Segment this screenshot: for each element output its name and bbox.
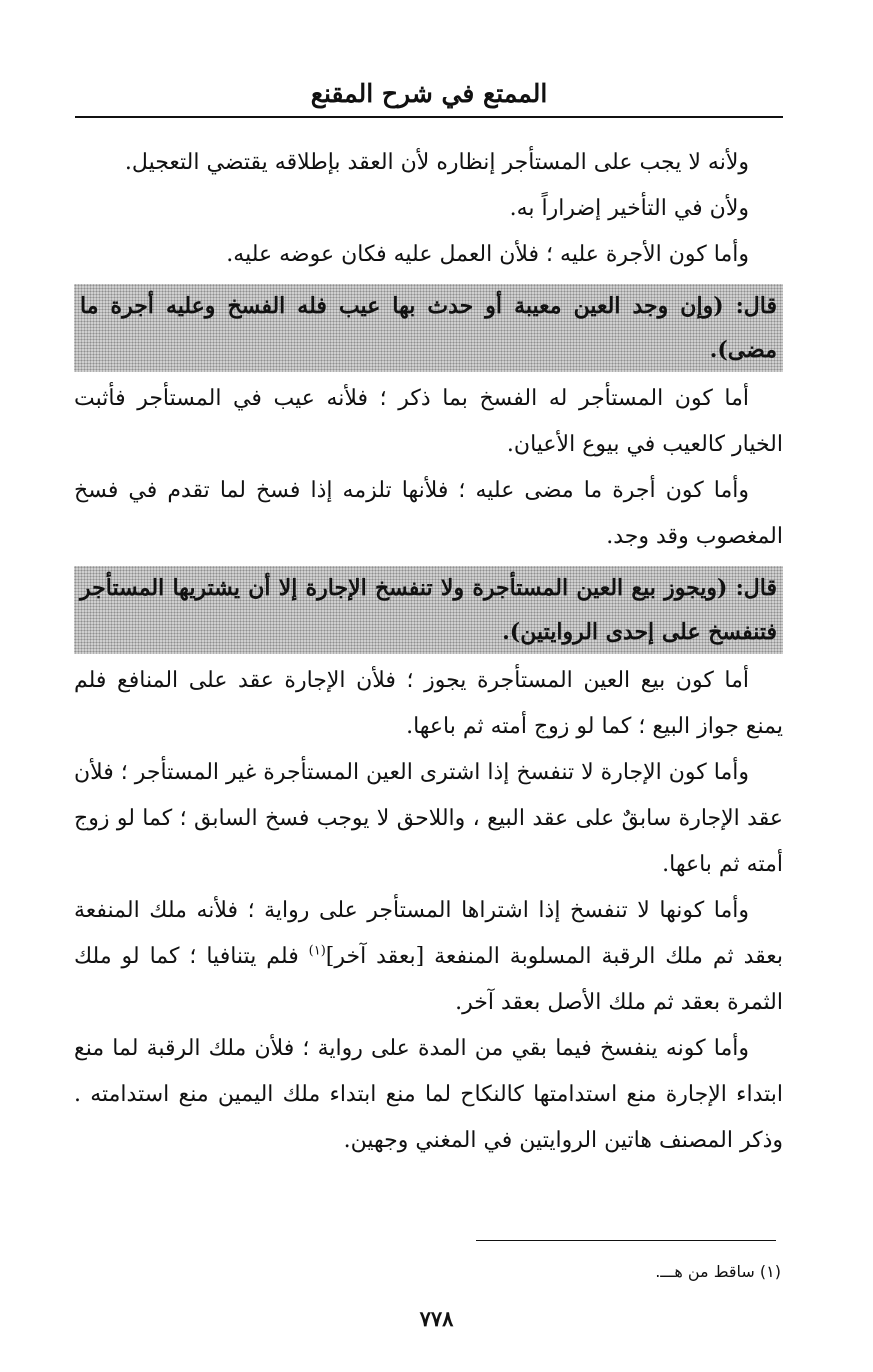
footnote-marker: (١) <box>308 943 326 959</box>
paragraph-part: فلم يتنافيا ؛ كما لو ملك الثمرة بعقد ثم ملك الأصل بعقد آخر. <box>74 944 783 1015</box>
footnote-separator <box>476 1240 776 1241</box>
main-text <box>74 140 783 1164</box>
quoted-matn-highlight: قال: (وإن وجد العين معيبة أو حدث بها عيب فله الفسخ وعليه أجرة ما مضى). <box>74 284 783 372</box>
paragraph: أما كون بيع العين المستأجرة يجوز ؛ فلأن الإجارة عقد على المنافع فلم يمنع جواز البيع ؛ كما لو زوج أمته ثم باعها. <box>74 668 783 739</box>
paragraph: وأما كون الأجرة عليه ؛ فلأن العمل عليه فكان عوضه عليه. <box>226 242 749 267</box>
paragraph <box>74 888 783 1026</box>
paragraph: وأما كون أجرة ما مضى عليه ؛ فلأنها تلزمه إذا فسخ لما تقدم في فسخ المغصوب وقد وجد. <box>74 478 783 549</box>
paragraph-part: وأما كونها لا تنفسخ إذا اشتراها المستأجر على رواية ؛ فلأنه ملك المنفعة بعقد ثم ملك الرقبة المسلوبة المنفعة [بعقد آخر] <box>74 898 783 969</box>
paragraph: وأما كون الإجارة لا تنفسخ إذا اشترى العين المستأجرة غير المستأجر ؛ فلأن عقد الإجارة سابقٌ على عقد البيع ، واللاحق لا يوجب فسخ السابق ؛ كما لو زوج أمته ثم باعها. <box>74 760 783 877</box>
quoted-matn-highlight: قال: (ويجوز بيع العين المستأجرة ولا تنفسخ الإجارة إلا أن يشتريها المستأجر فتنفسخ على إحدى الروايتين). <box>74 566 783 654</box>
paragraph: ولأنه لا يجب على المستأجر إنظاره لأن العقد بإطلاقه يقتضي التعجيل. <box>124 150 749 175</box>
footnote: (١) ساقط من هـــ. <box>655 1262 781 1281</box>
running-header: الممتع في شرح المقنع <box>75 72 783 118</box>
paragraph: أما كون المستأجر له الفسخ بما ذكر ؛ فلأنه عيب في المستأجر فأثبت الخيار كالعيب في بيوع الأعيان. <box>74 386 783 457</box>
page-number: ٧٧٨ <box>419 1306 454 1331</box>
paragraph: ولأن في التأخير إضراراً به. <box>509 196 749 221</box>
paragraph: وأما كونه ينفسخ فيما بقي من المدة على رواية ؛ فلأن ملك الرقبة لما منع ابتداء الإجارة منع استدامتها كالنكاح لما منع ابتداء ملك اليمين منع استدامته . وذكر المصنف هاتين الروايتين في المغني وجهين. <box>74 1036 783 1153</box>
